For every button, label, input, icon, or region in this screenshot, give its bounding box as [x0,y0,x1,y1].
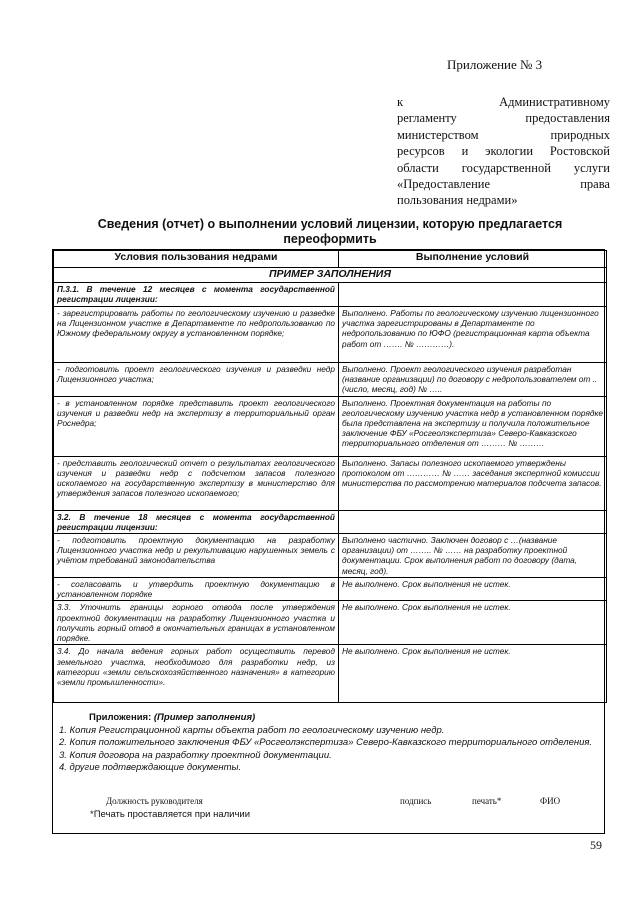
license-conditions-table [52,249,605,834]
fulfillment-cell [339,283,607,307]
appendix-number: Приложение № 3 [447,57,543,72]
regulation-reference [397,94,610,209]
signature-sign: подпись [400,796,432,806]
regulation-line: министерством природных [397,127,610,142]
example-header: ПРИМЕР ЗАПОЛНЕНИЯ [54,268,607,283]
fulfillment-cell: Выполнено частично. Заключен договор с …(название организации) от …….. № …… на разработку проектной документации. Срок выполнения работ по договору (дата, месяц, год). [339,534,607,578]
table-row [54,363,607,397]
condition-cell: - представить геологический отчет о результатах геологического изучения и разведки недр с подсчетом запасов полезного ископаемого на государственную экспертизу в министерство для утверждения запасов полезного ископаемого; [54,456,339,510]
document-title [60,217,600,247]
attachments-title [59,712,599,725]
table-header-row [54,251,607,268]
fulfillment-cell: Не выполнено. Срок выполнения не истек. [339,578,607,601]
signature-fio: ФИО [540,796,561,806]
fulfillment-cell [339,510,607,533]
page-number: 59 [590,838,602,852]
condition-cell: П.3.1. В течение 12 месяцев с момента государственной регистрации лицензии: [54,283,339,307]
attachments-note: (Пример заполнения) [153,712,256,723]
fulfillment-cell: Не выполнено. Срок выполнения не истек. [339,645,607,703]
fulfillment-cell: Не выполнено. Срок выполнения не истек. [339,601,607,645]
example-row [54,268,607,283]
signature-stamp: печать* [472,796,502,806]
attachment-item: 3. Копия договора на разработку проектной документации. [59,749,332,761]
condition-cell: 3.4. До начала ведения горных работ осуществить перевод земельного участка, необходимого для разработки недр, из категории «земли сельскохозяйственного назначения» в категорию «земли промышленности». [54,645,339,703]
regulation-line: пользования недрами» [397,193,518,208]
regulation-line: «Предоставление права [397,177,610,192]
table-row [54,396,607,456]
table-row [54,510,607,533]
attachments-block [59,712,599,775]
regulation-line: к Административному [397,95,610,109]
fulfillment-cell: Выполнено. Проектная документация на работы по геологическому изучению участка недр в установленном порядке была представлена на экспертизу и получила положительное заключение ФБУ «Росгеолэкспертиза» Северо-Кавказского территориального отделения от ……… № ……… [339,396,607,456]
table-row [54,578,607,601]
column-header-conditions: Условия пользования недрами [54,251,339,268]
attachments-label: Приложения: [89,712,152,723]
conditions-grid [53,250,607,703]
fulfillment-cell: Выполнено. Запасы полезного ископаемого утверждены протоколом от ………… № …… заседания экспертной комиссии министерства по рассмотрению материалов подсчета запасов. [339,456,607,510]
table-row [54,534,607,578]
column-header-fulfillment: Выполнение условий [339,251,607,268]
table-row [54,307,607,363]
condition-cell: - в установленном порядке представить проект геологического изучения и разведки недр на экспертизу в территориальный орган Роснедра; [54,396,339,456]
attachment-item: 2. Копия положительного заключения ФБУ «Росгеолэкспертиза» Северо-Кавказского территориального отделения. [59,737,593,748]
condition-cell: 3.3. Уточнить границы горного отвода после утверждения проектной документации на разработку Лицензионного участка и получить горный отвод в окончательных границах в установленном порядке. [54,601,339,645]
attachment-item: 4. другие подтверждающие документы. [59,762,242,773]
table-row [54,601,607,645]
table-row [54,645,607,703]
attachment-item: 1. Копия Регистрационной карты объекта работ по геологическому изучению недр. [59,724,445,736]
stamp-footnote: *Печать проставляется при наличии [90,809,251,820]
fulfillment-cell: Выполнено. Проект геологического изучения разработан (название организации) по договору с недропользователем от ..(число, месяц, год) № ….. [339,363,607,397]
table-row [54,456,607,510]
condition-cell: 3.2. В течение 18 месяцев с момента государственной регистрации лицензии: [54,510,339,533]
fulfillment-cell: Выполнено. Работы по геологическому изучению лицензионного участка зарегистрированы в Департаменте по недропользованию по ЮФО (регистрационная карта объекта работ от ……. № …………). [339,307,607,363]
regulation-line: регламенту предоставления [397,111,610,126]
document-title-line: Сведения (отчет) о выполнении условий лицензии, которую предлагается [97,217,563,231]
table-row [54,283,607,307]
document-title-line: переоформить [283,232,377,246]
signature-position: Должность руководителя [106,796,203,806]
condition-cell: - зарегистрировать работы по геологическому изучению и разведке на Лицензионном участке в Департаменте по недропользованию по Южному федеральному округу в установленном порядке; [54,307,339,363]
condition-cell: - согласовать и утвердить проектную документацию в установленном порядке [54,578,339,601]
regulation-line: ресурсов и экологии Ростовской [397,144,610,159]
condition-cell: - подготовить проект геологического изучения и разведки недр Лицензионного участка; [54,363,339,397]
condition-cell: - подготовить проектную документацию на разработку Лицензионного участка недр и рекультивацию нарушенных земель с учётом требований законодательства [54,534,339,578]
regulation-line: области государственной услуги [397,160,610,175]
